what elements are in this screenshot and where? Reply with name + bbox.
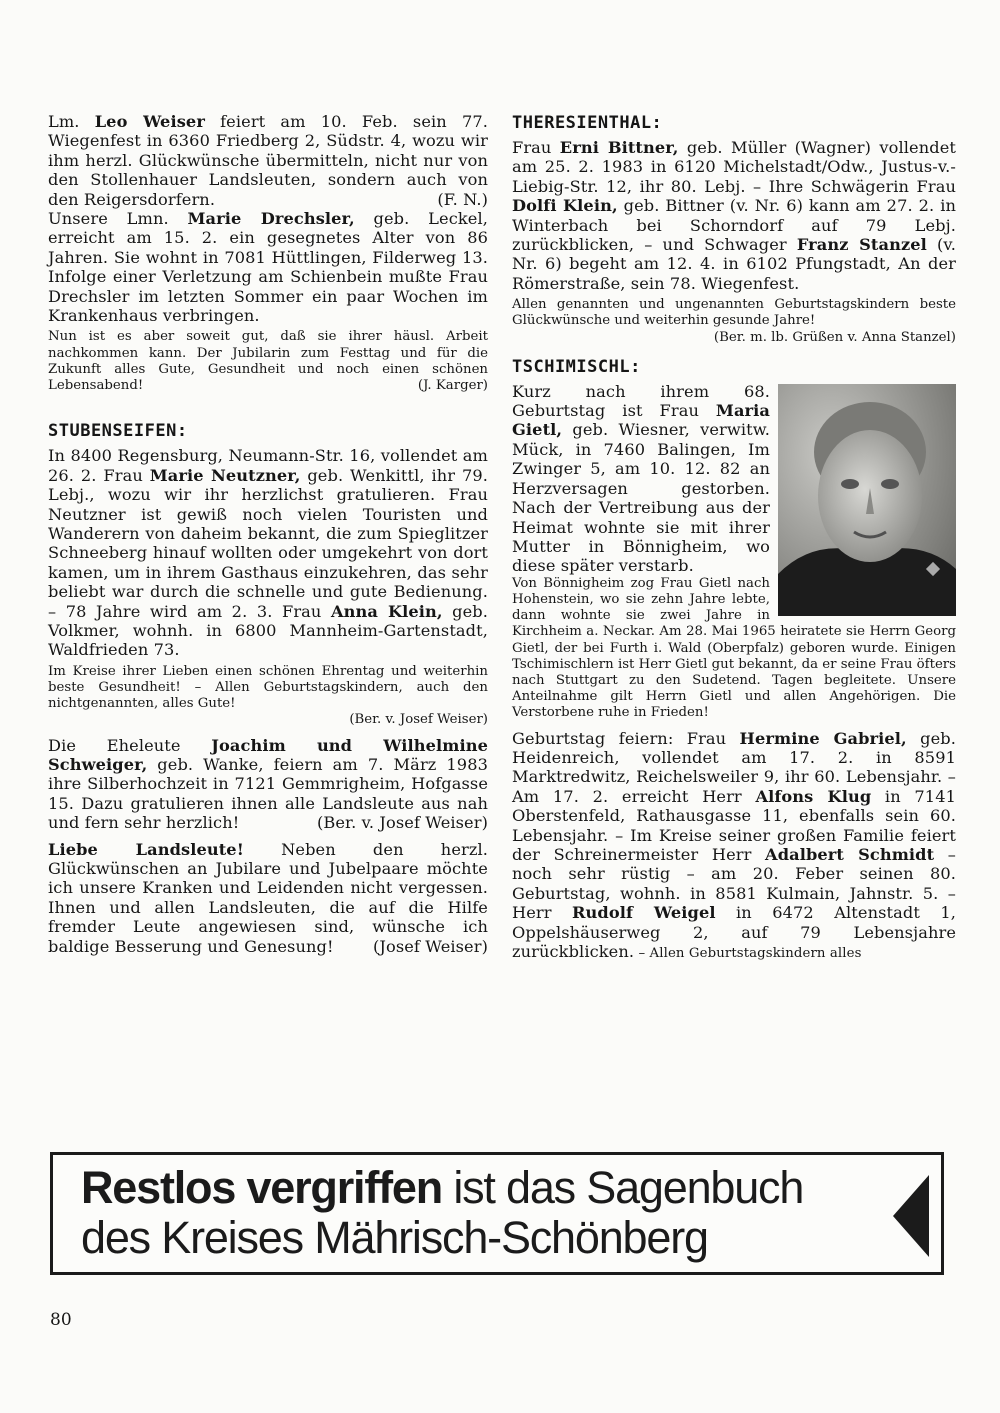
article-marie-neutzner: In 8400 Regensburg, Neumann-Str. 16, vollendet am 26. 2. Frau Marie Neutzner, geb. Wenkittl, ihr 79. Lebj., wozu wir ihr herzlichst gratulieren. Frau Neutzner ist gewiß noch vielen Touristen und Wanderern von daheim bekannt, die zum Spieglitzer Schneeberg hinauf wollten oder umgekehrt von dort kamen, um in ihrem Gasthaus einzukehren, das sehr beliebt war durch die schnelle und gute Bedienung. – 78 Jahre wird am 2. 3. Frau Anna Klein, geb. Volkmer, wohnh. in 6800 Mannheim-Gartenstadt, Waldfrieden 73.: [48, 446, 489, 660]
page-number: 80: [50, 1310, 72, 1330]
name-adalbert-schmidt: Adalbert Schmidt: [765, 844, 935, 864]
article-erni-bittner: Frau Erni Bittner, geb. Müller (Wagner) vollendet am 25. 2. 1983 in 6120 Michelstadt/Odw., Justus-v.-Liebig-Str. 12, ihr 80. Lebj. – Ihre Schwägerin Frau Dolfi Klein, geb. Bittner (v. Nr. 6) kann am 27. 2. in Winterbach bei Schorndorf auf 79 Lebj. zurückblicken, – und Schwager Franz Stanzel (v. Nr. 6) begeht am 12. 4. in 6102 Pfungstadt, An der Römerstraße, sein 78. Wiegenfest.: [512, 138, 956, 293]
greeting-liebe-landsleute: Liebe Landsleute!: [48, 839, 244, 859]
article-gietl-continued: Von Bönnigheim zog Frau Gietl nach Hohenstein, wo sie zehn Jahre lebte, dann wohnte sie zwei Jahre in Kirchheim a. Neckar. Am 28. Mai 1965 heiratete sie Herrn Georg Gietl, der bei Furth i. Wald (Oberpfalz) geboren wurde. Einigen Tschimischlern ist Herr Gietl gut bekannt, da er seine Frau öfters nach Stuttgart zu den Sudetend. Tagen begleitete. Unsere Anteilnahme gilt Herrn Gietl und allen Angehörigen. Die Verstorbene ruhe in Frieden!: [512, 575, 956, 721]
portrait-photo: [778, 384, 956, 616]
article-geburtstag-feiern: Geburtstag feiern: Frau Hermine Gabriel, geb. Heidenreich, vollendet am 17. 2. in 8591 Marktredwitz, Reichelsweiler 9, ihr 60. Lebensjahr. – Am 17. 2. erreicht Herr Alfons Klug in 7141 Oberstenfeld, Rathausgasse 11, ebenfalls sein 60. Lebensjahr. – Im Kreise seiner großen Familie feiert der Schreinermeister Herr Adalbert Schmidt – noch sehr rüstig – am 20. Feber seinen 80. Geburtstag, wohnh. in 8581 Kulmain, Jahnstr. 5. – Herr Rudolf Weigel in 6472 Altenstadt 1, Oppelshäuserweg 2, auf 79 Lebensjahre zurückblicken. – Allen Geburtstagskindern alles: [512, 728, 956, 962]
name-erni-bittner: Erni Bittner,: [559, 138, 679, 157]
article-marie-drechsler: Unsere Lmn. Marie Drechsler, geb. Leckel, erreicht am 15. 2. ein gesegnetes Alter von 86 Jahren. Sie wohnt in 7081 Hüttlingen, Filderweg 13. Infolge einer Verletzung am Schienbein mußte Frau Drechsler im letzten Sommer ein paar Wochen im Krankenhaus verbringen.: [48, 209, 488, 326]
article-leo-weiser: Lm. Leo Weiser feiert am 10. Feb. sein 77. Wiegenfest in 6360 Friedberg 2, Südstr. 4, wozu wir ihm herzl. Glückwünsche übermitteln, nicht nur von den Stollenhauer Landsleuten, sondern auch von den Reigersdorfern. (F. N.): [48, 112, 488, 209]
article-theresienthal-wishes: Allen genannten und ungenannten Geburtstagskindern beste Glückwünsche und weiterhin gesunde Jahre! (Ber. m. lb. Grüßen v. Anna Stanzel): [512, 297, 956, 345]
article-drechsler-wishes: Nun ist es aber soweit gut, daß sie ihrer häusl. Arbeit nachkommen kann. Der Jubilarin zum Festtag und für die Zukunft alles Gute, Gesundheit und noch einen schönen Lebensabend! (J. Karger): [48, 329, 488, 394]
article-schweiger: Die Eheleute Joachim und Wilhelmine Schweiger, geb. Wanke, feiern am 7. März 1983 ihre Silberhochzeit in 7121 Gemmrigheim, Hofgasse 15. Dazu gratulieren ihnen alle Landsleute aus nah und fern sehr herzlich! (Ber. v. Josef Weiser): [48, 735, 489, 833]
left-column: [48, 112, 488, 956]
banner-line-2: des Kreises Mährisch-Schönberg: [81, 1212, 708, 1263]
name-leo-weiser: Leo Weiser: [94, 112, 205, 131]
heading-tschimischl: TSCHIMISCHL:: [512, 356, 641, 377]
signature-josef-weiser-3: (Josef Weiser): [373, 936, 488, 956]
name-dolfi-klein: Dolfi Klein,: [512, 196, 618, 216]
article-maria-gietl: Kurz nach ihrem 68. Geburtstag ist Frau Maria Gietl, geb. Wiesner, verwitw. Mück, in 7460 Balingen, Im Zwinger 5, am 10. 12. 82 an Herzversagen gestorben. Nach der Vertreibung aus der Heimat wohnte sie mit ihrer Mutter in Bönnigheim, wo diese später verstarb.: [512, 381, 770, 576]
heading-stubenseifen: STUBENSEIFEN:: [48, 421, 188, 442]
portrait-maria-gietl-icon: [778, 384, 956, 616]
name-maria-gietl: Maria Gietl,: [512, 401, 770, 440]
signature-karger: (J. Karger): [417, 378, 488, 394]
signature-josef-weiser-1: (Ber. v. Josef Weiser): [349, 712, 488, 728]
sagenbuch-banner: [50, 1152, 944, 1275]
name-rudolf-weigel: Rudolf Weigel: [571, 903, 716, 923]
signature-fn: (F. N.): [437, 189, 488, 209]
name-hermine-gabriel: Hermine Gabriel,: [739, 728, 907, 748]
banner-line-1: Restlos vergriffen ist das Sagenbuch: [81, 1162, 804, 1213]
triangle-arrow-icon: [889, 1171, 933, 1261]
right-column: [512, 112, 956, 962]
name-franz-stanzel: Franz Stanzel: [796, 235, 927, 255]
article-liebe-landsleute: Liebe Landsleute! Neben den herzl. Glückwünschen an Jubilare und Jubelpaare möchte ich unsere Kranken und Leidenden nicht vergessen. Ihnen und allen Landsleuten, die auf die Hilfe fremder Leute angewiesen sind, wünsche ich baldige Besserung und Genesung! (Josef Weiser): [48, 839, 488, 956]
name-marie-drechsler: Marie Drechsler,: [187, 209, 355, 229]
heading-theresienthal: THERESIENTHAL:: [512, 113, 663, 133]
name-schweiger: Joachim und Wilhelmine Schweiger,: [48, 735, 489, 774]
article-stubenseifen-wishes: Im Kreise ihrer Lieben einen schönen Ehrentag und weiterhin beste Gesundheit! – Allen Geburtstagskindern, auch den nichtgenannten, alles Gute!: [48, 663, 488, 712]
signature-josef-weiser-2: (Ber. v. Josef Weiser): [316, 813, 488, 833]
name-alfons-klug: Alfons Klug: [755, 786, 872, 806]
signature-anna-stanzel: (Ber. m. lb. Grüßen v. Anna Stanzel): [713, 329, 956, 345]
name-marie-neutzner: Marie Neutzner,: [149, 465, 301, 485]
name-anna-klein: Anna Klein,: [330, 601, 443, 621]
